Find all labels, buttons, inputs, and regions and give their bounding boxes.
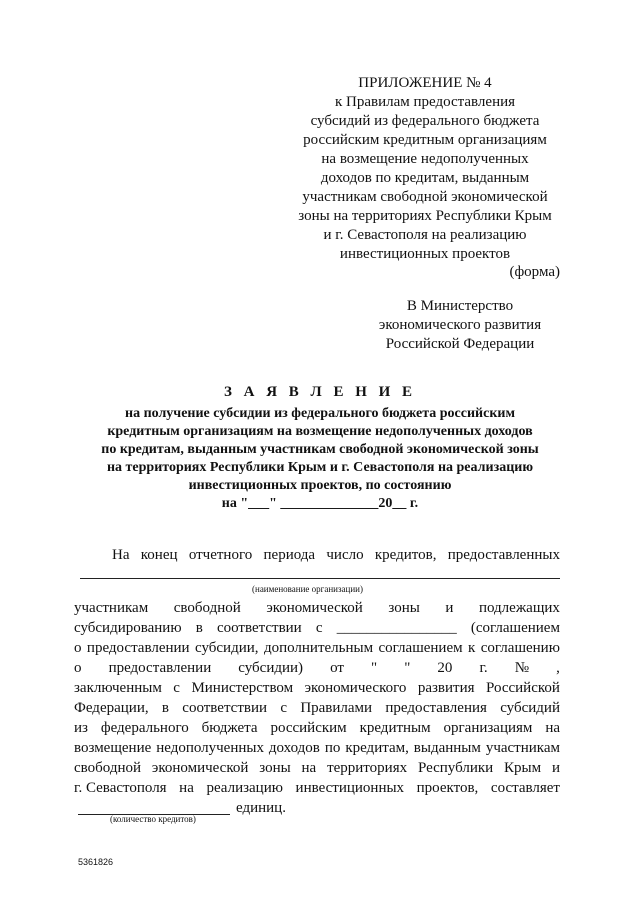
subtitle-line: по кредитам, выданным участникам свободной экономической зоны [101,442,539,457]
addressee-line: Российской Федерации [385,336,535,352]
appendix-line: ПРИЛОЖЕНИЕ № 4 [358,75,492,91]
word: с [173,680,180,696]
addressee-line: В Министерство [406,298,514,314]
word: субсидии, [195,640,259,656]
date-year-prefix: 20 [437,660,453,676]
word: субсидий [500,700,560,716]
word: по [324,740,341,756]
word: кредитам, [345,740,409,756]
word: число [326,547,364,563]
word: к [468,640,476,656]
word: заключенным [74,680,162,696]
number-sign: № [514,660,530,676]
word: предоставлении [108,660,212,676]
date-quote-open: " [371,660,378,676]
word: (соглашением [470,620,560,636]
body-line-8 [74,718,560,738]
word: субсидии) [238,660,304,676]
word: от [330,660,344,676]
subtitle-line: на получение субсидии из федерального бюджета российским [125,406,515,421]
word: участникам [485,740,560,756]
addressee-line: экономического развития [378,317,542,333]
word: возмещение [74,740,152,756]
appendix-line: на возмещение недополученных [321,151,529,167]
word: соответствии [216,620,302,636]
word: и [551,760,560,776]
subtitle-line: инвестиционных проектов, по состоянию [188,478,452,493]
word: Федерации, [74,700,149,716]
word: дополнительным [263,640,374,656]
word: федерального [100,720,189,736]
word: с [315,620,323,636]
subtitle-line: на "___" ______________20__ г. [221,496,419,511]
agreement-number-field[interactable]: ________________ [336,620,457,636]
word: территориях [327,760,408,776]
word: инвестиционных [295,780,405,796]
word: организациям [443,720,533,736]
word: свободной [74,760,142,776]
addressee-block [350,297,570,354]
credit-count-caption: (количество кредитов) [110,814,196,824]
word: экономической [151,760,249,776]
word: кредитным [359,720,431,736]
word: с [280,700,288,716]
body-line-1 [112,545,560,565]
word: отчетного [188,547,253,563]
appendix-line: инвестиционных проектов [339,246,511,262]
word: свободной [173,600,241,616]
document-title: З А Я В Л Е Н И Е [223,384,417,400]
word: экономической [266,600,363,616]
document-subtitle [60,405,580,513]
word: конец [140,547,178,563]
form-label: (форма) [509,264,560,280]
word: составляет [490,780,560,796]
word: предоставления [385,700,487,716]
word: о [74,640,82,656]
word: на [301,760,317,776]
body-line-9 [74,738,560,758]
body-line-10 [74,758,560,778]
word: На [112,547,130,563]
word: Крым [504,760,542,776]
word: Российской [486,680,560,696]
word: и [445,600,454,616]
word: периода [263,547,316,563]
word: в [195,620,203,636]
appendix-line: российским кредитным организациям [303,132,547,148]
word: выданным [413,740,481,756]
subtitle-line: кредитным организациям на возмещение недополученных доходов [107,424,533,439]
word: проектов, [416,780,479,796]
word: в [161,700,169,716]
units-label: единиц. [236,800,286,816]
body-line-5 [74,658,560,678]
word: участникам [74,600,149,616]
word: о [74,660,82,676]
appendix-line: субсидий из федерального бюджета [310,113,540,129]
word: Правилами [300,700,373,716]
body-line-7 [74,698,560,718]
body-line-6 [74,678,560,698]
word: г. [479,660,488,676]
word: реализацию [206,780,283,796]
body-line-3 [74,618,560,638]
body-line-2 [74,598,560,618]
word: на [545,720,560,736]
word: соответствии [182,700,268,716]
appendix-line: зоны на территориях Республики Крым [298,208,552,224]
word: кредитов, [374,547,437,563]
word: соглашением [378,640,463,656]
word: Министерством [191,680,294,696]
word: зоны [259,760,291,776]
organization-name-caption: (наименование организации) [252,584,363,594]
word: бюджета [201,720,258,736]
word: на [179,780,194,796]
word: предоставлении [86,640,190,656]
word: подлежащих [478,600,560,616]
word: из [74,720,88,736]
word: г. Севастополя [74,780,167,796]
subtitle-line: на территориях Республики Крым и г. Севастополя на реализацию [106,460,534,475]
appendix-line: участникам свободной экономической [302,189,548,205]
word: экономического [304,680,407,696]
word: соглашению [480,640,560,656]
document-code: 5361826 [78,857,114,867]
appendix-header [290,74,560,264]
word: российским [270,720,347,736]
appendix-line: и г. Севастополя на реализацию [323,227,527,243]
word: субсидированию [74,620,182,636]
date-quote-close: " [404,660,411,676]
word: Республики [417,760,494,776]
word: зоны [388,600,420,616]
word: , [556,660,560,676]
organization-name-field[interactable] [80,578,560,579]
word: недополученных [156,740,264,756]
word: доходов [268,740,320,756]
word: развития [417,680,475,696]
appendix-line: к Правилам предоставления [334,94,516,110]
appendix-line: доходов по кредитам, выданным [320,170,530,186]
word: предоставленных [447,547,560,563]
body-line-4 [74,638,560,658]
body-line-11 [74,778,560,798]
